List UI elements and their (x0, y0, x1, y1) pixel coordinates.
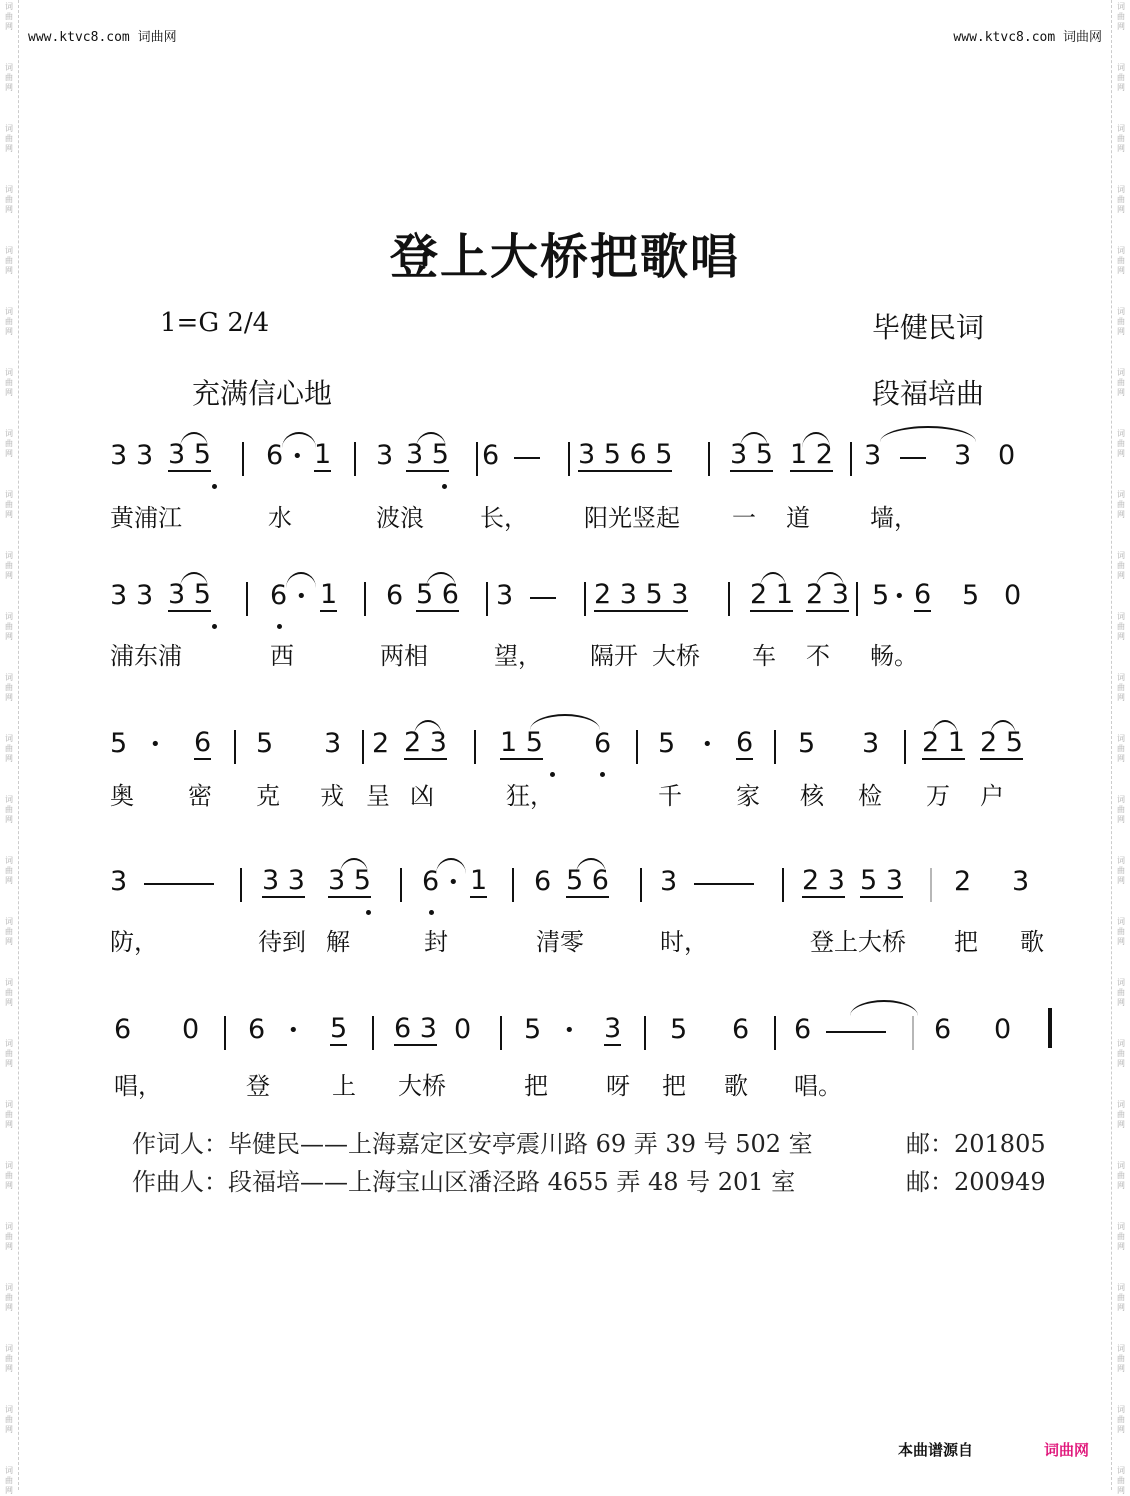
composer-address-text: 作曲人：段福培——上海宝山区潘泾路 4655 弄 48 号 201 室 (132, 1168, 796, 1196)
watermark-text: 词 曲 网 (1117, 917, 1125, 946)
watermark-text: 词 曲 网 (1117, 1283, 1125, 1312)
watermark-text: 词 曲 网 (1117, 795, 1125, 824)
song-title: 登上大桥把歌唱 (389, 229, 740, 285)
lyric-line-4: 防， 待到 解 封 清零 时， 登上大桥 把 歌 (110, 928, 1044, 956)
watermark-text: 词 曲 网 (1117, 429, 1125, 458)
watermark-text: 词 曲 网 (5, 490, 13, 519)
watermark-text: 词 曲 网 (5, 1039, 13, 1068)
watermark-text: 词 曲 网 (1117, 124, 1125, 153)
watermark-text: 词 曲 网 (1117, 246, 1125, 275)
watermark-text: 词 曲 网 (5, 1222, 13, 1251)
watermark-text: 词 曲 网 (1117, 63, 1125, 92)
watermark-text: 词 曲 网 (5, 368, 13, 397)
watermark-text: 词 曲 网 (1117, 856, 1125, 885)
watermark-text: 词 曲 网 (1117, 185, 1125, 214)
lyric-line-5: 唱， 登 上 大桥 把 呀 把 歌 唱。 (114, 1072, 842, 1100)
lyric-line-2: 浦东浦 西 两相 望， 隔开 大桥 车 不 畅。 (110, 642, 918, 670)
watermark-text: 词 曲 网 (5, 185, 13, 214)
watermark-text: 词 曲 网 (1117, 978, 1125, 1007)
watermark-text: 词 曲 网 (1117, 1039, 1125, 1068)
watermark-text: 词 曲 网 (1117, 734, 1125, 763)
watermark-text: 词 曲 网 (5, 612, 13, 641)
lyric-line-1: 黄浦江 水 波浪 长， 阳光竖起 一 道 墙， (110, 504, 918, 532)
watermark-text: 词 曲 网 (5, 734, 13, 763)
watermark-text: 词 曲 网 (5, 978, 13, 1007)
watermark-text: 词 曲 网 (5, 1466, 13, 1495)
watermark-text: 词 曲 网 (5, 795, 13, 824)
watermark-text: 词 曲 网 (1117, 1222, 1125, 1251)
watermark-text: 词 曲 网 (5, 2, 13, 31)
notation-line-2: 3 3 3 5 6 • 1 6 5 6 3 2 3 5 3 2 1 2 3 5 • 6 5 0 (110, 580, 1060, 640)
composer-address (132, 1162, 795, 1197)
site-header-right[interactable]: www.ktvc8.com 词曲网 (953, 30, 1102, 45)
composer-zip: 邮：200949 (906, 1168, 1046, 1196)
notation-line-4: 3 3 3 3 5 6 • 1 6 5 6 3 2 3 5 3 2 3 (110, 866, 1060, 926)
source-site-link[interactable]: 词曲网 (1044, 1441, 1090, 1459)
watermark-text: 词 曲 网 (5, 856, 13, 885)
watermark-text: 词 曲 网 (5, 673, 13, 702)
lyric-line-3: 奥 密 克 戎 呈 凶 狂， 千 家 核 检 万 户 (110, 782, 1004, 810)
lyricist-credit: 毕健民词 (872, 311, 985, 344)
watermark-text: 词 曲 网 (1117, 2, 1125, 31)
watermark-text: 词 曲 网 (1117, 673, 1125, 702)
lyricist-address-text: 作词人：毕健民——上海嘉定区安亭震川路 69 弄 39 号 502 室 (132, 1130, 813, 1158)
watermark-text: 词 曲 网 (5, 246, 13, 275)
notation-line-1: 3 3 3 5 6 • 1 3 3 5 6 3 5 6 5 3 5 1 2 3 3 0 (110, 440, 1060, 500)
watermark-text: 词 曲 网 (5, 63, 13, 92)
watermark-text: 词 曲 网 (5, 1344, 13, 1373)
watermark-text: 词 曲 网 (5, 429, 13, 458)
watermark-text: 词 曲 网 (1117, 307, 1125, 336)
notation-line-3: 5 • 6 5 3 2 2 3 1 5 6 5 • 6 5 3 2 1 2 5 (110, 728, 1060, 788)
watermark-text: 词 曲 网 (5, 1161, 13, 1190)
site-header-left[interactable]: www.ktvc8.com 词曲网 (28, 30, 177, 45)
watermark-text: 词 曲 网 (5, 1405, 13, 1434)
watermark-text: 词 曲 网 (5, 917, 13, 946)
notation-line-5: 6 0 6 • 5 6 3 0 5 • 3 5 6 6 6 0 (110, 1014, 1060, 1074)
watermark-text: 词 曲 网 (1117, 1161, 1125, 1190)
watermark-text: 词 曲 网 (5, 551, 13, 580)
watermark-text: 词 曲 网 (5, 1283, 13, 1312)
watermark-text: 词 曲 网 (5, 1100, 13, 1129)
watermark-text: 词 曲 网 (1117, 1405, 1125, 1434)
tempo-mood: 充满信心地 (192, 377, 333, 410)
watermark-text: 词 曲 网 (1117, 612, 1125, 641)
watermark-text: 词 曲 网 (1117, 490, 1125, 519)
composer-credit: 段福培曲 (872, 377, 985, 410)
watermark-text: 词 曲 网 (1117, 1344, 1125, 1373)
watermark-text: 词 曲 网 (5, 124, 13, 153)
watermark-text: 词 曲 网 (1117, 551, 1125, 580)
lyricist-address (132, 1124, 813, 1159)
key-time-signature: 1=G 2/4 (160, 308, 270, 338)
lyricist-zip: 邮：201805 (906, 1130, 1046, 1158)
watermark-text: 词 曲 网 (1117, 368, 1125, 397)
watermark-text: 词 曲 网 (1117, 1466, 1125, 1495)
source-label: 本曲谱源自 (898, 1441, 974, 1459)
watermark-text: 词 曲 网 (5, 307, 13, 336)
watermark-text: 词 曲 网 (1117, 1100, 1125, 1129)
